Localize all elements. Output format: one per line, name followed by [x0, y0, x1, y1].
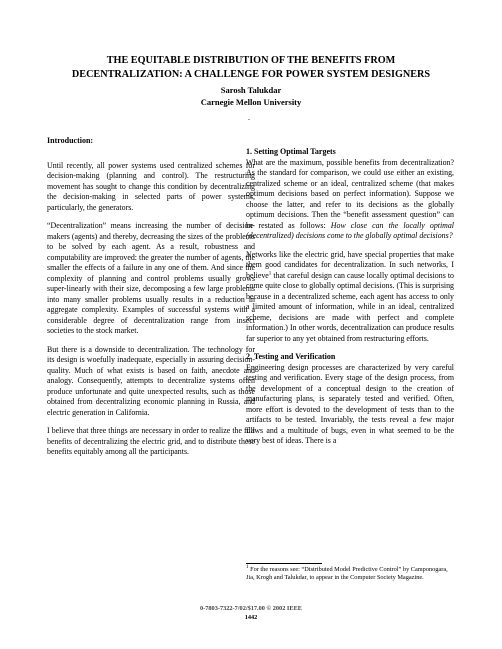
author-name: Sarosh Talukdar	[220, 85, 282, 95]
section-2-paragraph-1: Engineering design processes are characterized by very careful testing and verification. Every stage of the design process, from the development of a conceptual design to the creation of manufacturing plans, is separately tested and verified. Often, more effort is devoted to the development of tests than to the artifacts to be tested. Invariably, the tests reveal a few major flaws and a multitude of bugs, even in what seemed to be the very best of ideas. There is a	[246, 362, 454, 445]
section-1-paragraph-2-part-b: that careful design can cause locally optimal decisions to come quite close to globally optimal decisions. (This is surprising because in a decentralized scheme, each agent has access to only a limited amount of information, while in an ideal, centralized scheme, decisions are made with perfect and complete information.) In other words, decentralization can produce results far superior to any yet obtained from restructuring efforts.	[246, 270, 454, 343]
paper-title	[40, 54, 462, 82]
intro-paragraph-4: I believe that three things are necessary in order to realize the full benefits of decentralizing the electric grid, and to distribute these benefits equitably among all the participants.	[47, 426, 255, 456]
footnote-rule	[246, 563, 322, 564]
section-1-paragraph-2	[246, 250, 454, 345]
author-affiliation: Carnegie Mellon University	[200, 97, 302, 107]
separator-dot: .	[248, 113, 250, 122]
right-column	[246, 147, 454, 455]
footnote-reference: 1	[268, 270, 272, 276]
intro-paragraph-2: “Decentralization” means increasing the number of decision-makers (agents) and thereby, decreasing the sizes of the problems to be solved by each agent. As a result, robustness and computability are improved: the greater the number of agents, the smaller the effects of a failure in any one of them. And since the complexity of planning and control problems usually grows super-linearly with their size, decomposing a few large problems into many smaller problems usually results in a reduction in aggregate complexity. Examples of successful systems with a considerable degree of decentralization range from insect societies to the stock market.	[47, 221, 255, 335]
section-1-heading: 1. Setting Optimal Targets	[246, 147, 336, 156]
title-line-2: DECENTRALIZATION: A CHALLENGE FOR POWER SYSTEM DESIGNERS	[71, 69, 431, 80]
author-block	[40, 84, 462, 108]
footnote	[246, 566, 456, 582]
section-2-heading: 2. Testing and Verification	[246, 352, 336, 361]
intro-paragraph-3: But there is a downside to decentralization. The technology for its design is woefully inadequate, especially in assuring decision-quality. Much of what exists is based on faith, anecdote and analogy. Consequently, attempts to decentralize systems often produce unfortunate and quite unexpected results, such as those obtained from decentralizing economic planning in Russia, and electric generation in California.	[47, 344, 255, 417]
introduction-heading: Introduction:	[47, 136, 94, 145]
section-1-paragraph-2-part-a: Networks like the electric grid, have special properties that make them good candidates for decentralization. In such networks, I believe	[246, 249, 454, 280]
intro-paragraph-1: Until recently, all power systems used centralized schemes for decision-making (planning and control). The restructuring movement has sought to change this condition by decentralizing the decision-making in selected parts of power systems, particularly, the generators.	[47, 160, 255, 212]
page-footer	[150, 604, 352, 622]
footnote-text: For the reasons see: “Distributed Model Predictive Control” by Camponogara, Jia, Krogh and Talukdar, to appear in the Computer Society Magazine.	[246, 566, 448, 582]
section-1-paragraph-1-text: What are the maximum, possible benefits from decentralization? As the standard for comparison, we could use either an existing, centralized scheme or an ideal, centralized scheme (that makes optimum decisions based on perfect information). Suppose we choose the latter, and refer to its decisions as the globally optimum decisions. Then the “benefit assessment question” can be restated as follows:	[246, 157, 454, 230]
page-number: 1442	[244, 614, 258, 621]
title-line-1: THE EQUITABLE DISTRIBUTION OF THE BENEFITS FROM	[106, 55, 396, 66]
copyright-code: 0-7803-7322-7/02/$17.00 © 2002 IEEE	[200, 605, 302, 612]
left-column	[47, 136, 255, 466]
benefit-question-italic: How close can the locally optimal (decentralized) decisions come to the globally optimal decisions?	[246, 220, 454, 240]
section-1-paragraph-1	[246, 158, 454, 242]
footnote-marker: 1	[246, 564, 249, 570]
